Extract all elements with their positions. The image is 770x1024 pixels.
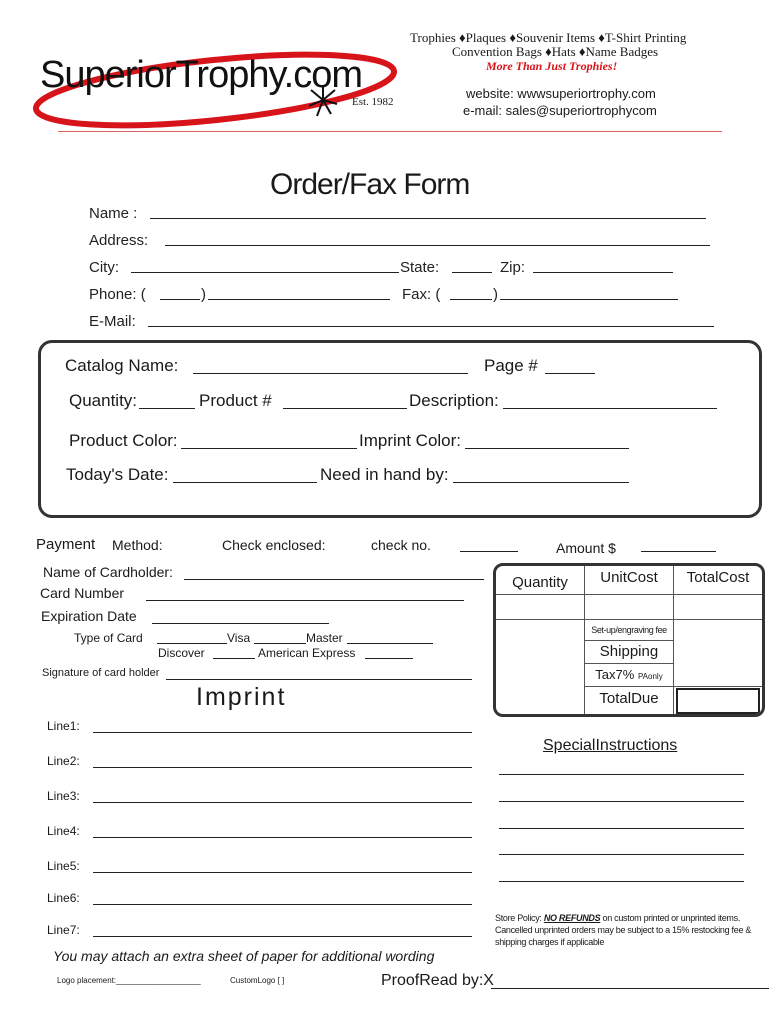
unit-cost-cell[interactable] [585, 595, 674, 620]
master-line [347, 643, 433, 644]
imprint-line-field[interactable] [93, 802, 472, 803]
special-instructions-line[interactable] [499, 881, 744, 882]
quantity-label: Quantity: [69, 391, 138, 410]
product-color-field[interactable] [181, 448, 357, 449]
phone-area-field[interactable] [160, 299, 200, 300]
payment-label: Payment [36, 536, 96, 553]
imprint-line-label: Line4: [47, 824, 80, 838]
total-cost-header: TotalCost [674, 566, 762, 595]
zip-label: Zip: [500, 259, 526, 276]
cardholder-field[interactable] [184, 579, 484, 580]
special-instructions-title: SpecialInstructions [543, 737, 678, 754]
imprint-line-field[interactable] [93, 904, 472, 905]
discover-checkbox[interactable] [213, 658, 255, 659]
phone-label: Phone: ( [89, 286, 146, 303]
visa-label: Visa [227, 631, 251, 645]
quantity-field[interactable] [139, 408, 195, 409]
card-number-field[interactable] [146, 600, 464, 601]
page-field[interactable] [545, 373, 595, 374]
amount-field[interactable] [641, 551, 716, 552]
imprint-title: Imprint [196, 683, 287, 711]
description-field[interactable] [503, 408, 717, 409]
state-field[interactable] [452, 272, 492, 273]
name-label: Name : [89, 205, 138, 222]
quantity-column[interactable] [496, 620, 585, 714]
method-label: Method: [112, 537, 163, 553]
discover-label: Discover [158, 646, 205, 660]
catalog-name-field[interactable] [193, 373, 468, 374]
extra-sheet-note: You may attach an extra sheet of paper for additional wording [53, 948, 435, 964]
imprint-line-field[interactable] [93, 872, 472, 873]
zip-field[interactable] [533, 272, 673, 273]
imprint-line-label: Line6: [47, 891, 80, 905]
email-text: e-mail: sales@superiortrophycom [463, 103, 657, 118]
proofread-field[interactable] [491, 988, 769, 989]
tax-rate: Tax7% [595, 667, 635, 682]
address-label: Address: [89, 232, 149, 249]
unit-cost-header: UnitCost [585, 566, 674, 595]
fax-number-field[interactable] [500, 299, 678, 300]
products-line-2: Convention Bags ♦Hats ♦Name Badges [452, 44, 659, 59]
special-instructions-line[interactable] [499, 801, 744, 802]
city-label: City: [89, 259, 119, 276]
tagline: More Than Just Trophies! [486, 59, 618, 73]
signature-field[interactable] [166, 679, 472, 680]
no-refunds: NO REFUNDS [543, 913, 601, 923]
product-field[interactable] [283, 408, 407, 409]
quantity-cell[interactable] [496, 595, 585, 620]
need-by-label: Need in hand by: [320, 465, 449, 484]
todays-date-label: Today's Date: [66, 465, 169, 484]
imprint-line-field[interactable] [93, 837, 472, 838]
imprint-line-label: Line5: [47, 859, 80, 873]
imprint-line-field[interactable] [93, 732, 472, 733]
imprint-line-label: Line3: [47, 789, 80, 803]
logo-text: SuperiorTrophy.com [40, 54, 363, 96]
imprint-color-label: Imprint Color: [359, 431, 462, 450]
custom-logo-checkbox[interactable]: CustomLogo [ ] [230, 976, 285, 985]
state-label: State: [400, 259, 440, 276]
totals-table [493, 563, 765, 717]
policy-text: on custom printed or unprinted items. Cancelled unprinted orders may be subject to a 15% restocking fee & shipping charges if applicable [495, 913, 752, 947]
todays-date-field[interactable] [173, 482, 317, 483]
description-label: Description: [409, 391, 499, 410]
phone-number-field[interactable] [208, 299, 390, 300]
policy-prefix: Store Policy: [495, 913, 542, 923]
established-year: Est. 1982 [352, 96, 394, 108]
imprint-line-label: Line2: [47, 754, 80, 768]
type-of-card-label: Type of Card [74, 631, 143, 645]
imprint-line-field[interactable] [93, 767, 472, 768]
card-number-label: Card Number [40, 585, 125, 601]
imprint-line-field[interactable] [93, 936, 472, 937]
imprint-line-label: Line1: [47, 719, 80, 733]
master-checkbox[interactable] [254, 643, 306, 644]
page-label: Page # [484, 356, 538, 375]
special-instructions-line[interactable] [499, 854, 744, 855]
total-cost-cell[interactable] [674, 595, 762, 620]
amex-label: American Express [258, 646, 356, 660]
tax-label [585, 664, 674, 687]
fax-paren: ) [493, 286, 498, 303]
expiration-field[interactable] [152, 623, 329, 624]
address-field[interactable] [165, 245, 710, 246]
product-color-label: Product Color: [69, 431, 178, 450]
website-text: website: wwwsuperiortrophy.com [466, 86, 656, 101]
master-label: Master [306, 631, 343, 645]
name-field[interactable] [150, 218, 706, 219]
need-by-field[interactable] [453, 482, 629, 483]
total-due-label: TotalDue [585, 687, 674, 714]
store-policy [495, 912, 765, 948]
visa-checkbox[interactable] [157, 643, 227, 644]
check-enclosed-label: Check enclosed: [222, 537, 326, 553]
logo-placement-field[interactable]: Logo placement:___________________ [57, 976, 201, 985]
fax-area-field[interactable] [450, 299, 492, 300]
catalog-name-label: Catalog Name: [65, 356, 179, 375]
setup-fee-label: Set-up/engraving fee [585, 620, 674, 641]
shipping-label: Shipping [585, 641, 674, 664]
pa-only-note: PAonly [637, 672, 663, 681]
check-no-field[interactable] [460, 551, 518, 552]
phone-paren: ) [201, 286, 206, 303]
email-field[interactable] [148, 326, 714, 327]
amount-label: Amount $ [556, 540, 616, 556]
header-divider [58, 131, 722, 132]
expiration-label: Expiration Date [41, 608, 137, 624]
quantity-header: Quantity [496, 566, 585, 595]
products-line-1: Trophies ♦Plaques ♦Souvenir Items ♦T-Shirt Printing [410, 30, 687, 45]
check-no-label: check no. [371, 537, 431, 553]
imprint-line-label: Line7: [47, 923, 80, 937]
proofread-label: ProofRead by:X [381, 972, 494, 989]
fax-label: Fax: ( [402, 286, 441, 303]
special-instructions-line[interactable] [499, 774, 744, 775]
city-field[interactable] [131, 272, 399, 273]
product-label: Product # [199, 391, 272, 410]
total-due-field[interactable] [676, 688, 760, 714]
cardholder-label: Name of Cardholder: [43, 564, 173, 580]
signature-label: Signature of card holder [42, 667, 160, 679]
form-title: Order/Fax Form [270, 168, 470, 201]
amex-checkbox[interactable] [365, 658, 413, 659]
fees-total-cell[interactable] [674, 620, 762, 687]
imprint-color-field[interactable] [465, 448, 629, 449]
email-label: E-Mail: [89, 313, 136, 330]
special-instructions-line[interactable] [499, 828, 744, 829]
